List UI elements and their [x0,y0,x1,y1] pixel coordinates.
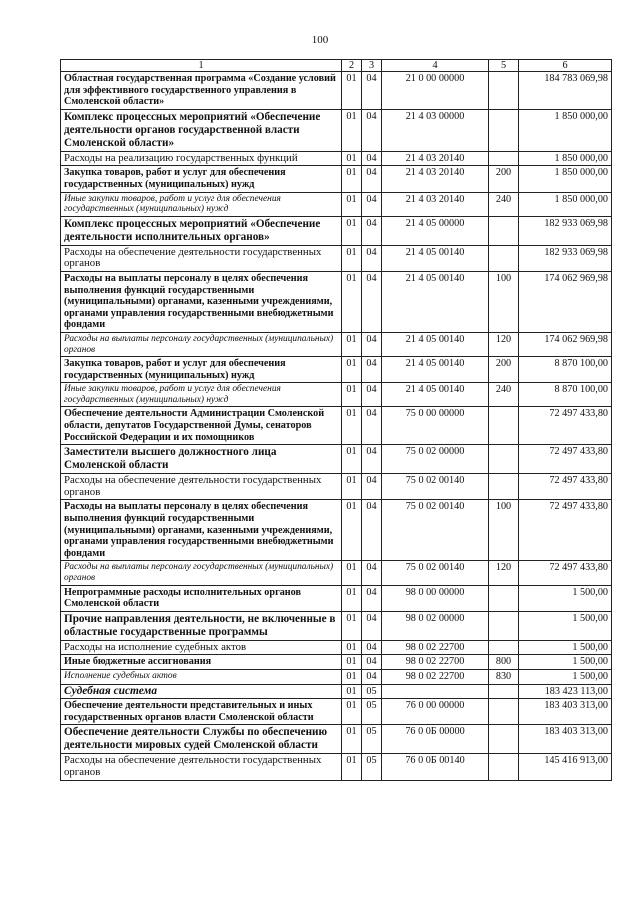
cell-expense-type [489,216,519,245]
cell-target-article: 75 0 02 00140 [382,561,489,585]
cell-section: 01 [342,611,362,640]
cell-name: Закупка товаров, работ и услуг для обеспечения государственных (муниципальных) нужд [61,357,342,383]
header-amount: 6 [519,60,612,72]
cell-name: Прочие направления деятельности, не включенные в областные государственные программы [61,611,342,640]
cell-amount: 1 850 000,00 [519,151,612,166]
cell-target-article: 98 0 02 22700 [382,640,489,655]
cell-target-article: 21 4 05 00140 [382,383,489,407]
cell-name: Исполнение судебных актов [61,669,342,684]
cell-section: 01 [342,561,362,585]
cell-target-article: 21 0 00 00000 [382,72,489,110]
cell-amount: 1 500,00 [519,585,612,611]
cell-name: Областная государственная программа «Создание условий для эффективного государственного управления в Смоленской области» [61,72,342,110]
table-row [61,585,612,611]
cell-amount: 8 870 100,00 [519,383,612,407]
cell-subsection: 04 [362,445,382,474]
cell-subsection: 04 [362,332,382,356]
cell-expense-type [489,611,519,640]
cell-subsection: 04 [362,611,382,640]
cell-name: Комплекс процессных мероприятий «Обеспечение деятельности исполнительных органов» [61,216,342,245]
cell-expense-type [489,245,519,271]
cell-section: 01 [342,699,362,725]
table-row [61,192,612,216]
cell-section: 01 [342,754,362,780]
cell-section: 01 [342,271,362,332]
cell-amount: 174 062 969,98 [519,332,612,356]
table-row [61,754,612,780]
cell-name: Обеспечение деятельности представительных и иных государственных органов власти Смоленской области [61,699,342,725]
cell-name: Расходы на обеспечение деятельности государственных органов [61,245,342,271]
table-row [61,640,612,655]
cell-target-article: 75 0 02 00000 [382,445,489,474]
table-row [61,684,612,699]
cell-expense-type [489,684,519,699]
cell-section: 01 [342,684,362,699]
cell-name: Закупка товаров, работ и услуг для обеспечения государственных (муниципальных) нужд [61,166,342,192]
cell-name: Расходы на исполнение судебных актов [61,640,342,655]
cell-subsection: 04 [362,585,382,611]
cell-name: Обеспечение деятельности Администрации Смоленской области, депутатов Государственной Думы, сенаторов Российской Федерации и их помощников [61,407,342,445]
cell-subsection: 04 [362,109,382,151]
cell-section: 01 [342,640,362,655]
cell-name: Непрограммные расходы исполнительных органов Смоленской области [61,585,342,611]
cell-name: Расходы на обеспечение деятельности государственных органов [61,474,342,500]
cell-amount: 183 403 313,00 [519,699,612,725]
cell-expense-type: 200 [489,357,519,383]
cell-expense-type [489,151,519,166]
cell-target-article: 75 0 00 00000 [382,407,489,445]
cell-section: 01 [342,445,362,474]
cell-expense-type [489,474,519,500]
cell-target-article: 21 4 05 00000 [382,216,489,245]
cell-target-article [382,684,489,699]
header-name: 1 [61,60,342,72]
cell-subsection: 04 [362,640,382,655]
cell-subsection: 05 [362,699,382,725]
cell-amount: 1 850 000,00 [519,109,612,151]
cell-target-article: 21 4 05 00140 [382,357,489,383]
table-row [61,407,612,445]
cell-name: Заместители высшего должностного лица Смоленской области [61,445,342,474]
table-row [61,669,612,684]
table-row [61,151,612,166]
cell-name: Расходы на выплаты персоналу государственных (муниципальных) органов [61,332,342,356]
cell-amount: 72 497 433,80 [519,500,612,561]
table-row [61,109,612,151]
table-row [61,500,612,561]
cell-amount: 72 497 433,80 [519,561,612,585]
cell-expense-type: 120 [489,332,519,356]
cell-name: Расходы на обеспечение деятельности государственных органов [61,754,342,780]
cell-target-article: 75 0 02 00140 [382,500,489,561]
cell-name: Иные закупки товаров, работ и услуг для обеспечения государственных (муниципальных) нужд [61,383,342,407]
cell-target-article: 98 0 02 00000 [382,611,489,640]
cell-subsection: 04 [362,72,382,110]
header-row [61,60,612,72]
cell-section: 01 [342,109,362,151]
cell-target-article: 21 4 03 00000 [382,109,489,151]
cell-target-article: 76 0 0Б 00140 [382,754,489,780]
cell-amount: 184 783 069,98 [519,72,612,110]
cell-section: 01 [342,655,362,670]
cell-target-article: 21 4 05 00140 [382,245,489,271]
cell-section: 01 [342,407,362,445]
cell-section: 01 [342,474,362,500]
table-row [61,271,612,332]
cell-expense-type: 800 [489,655,519,670]
cell-section: 01 [342,166,362,192]
cell-target-article: 21 4 03 20140 [382,192,489,216]
cell-amount: 72 497 433,80 [519,474,612,500]
cell-amount: 72 497 433,80 [519,445,612,474]
table-body [61,72,612,781]
table-row [61,216,612,245]
cell-section: 01 [342,192,362,216]
cell-target-article: 75 0 02 00140 [382,474,489,500]
cell-subsection: 04 [362,474,382,500]
cell-amount: 1 500,00 [519,640,612,655]
cell-name: Иные бюджетные ассигнования [61,655,342,670]
cell-subsection: 04 [362,500,382,561]
cell-target-article: 76 0 00 00000 [382,699,489,725]
cell-amount: 145 416 913,00 [519,754,612,780]
cell-amount: 1 500,00 [519,655,612,670]
table-row [61,357,612,383]
cell-target-article: 76 0 0Б 00000 [382,725,489,754]
cell-name: Расходы на реализацию государственных функций [61,151,342,166]
cell-section: 01 [342,216,362,245]
cell-amount: 183 403 313,00 [519,725,612,754]
cell-target-article: 21 4 05 00140 [382,271,489,332]
cell-target-article: 98 0 02 22700 [382,655,489,670]
table-row [61,655,612,670]
cell-target-article: 98 0 02 22700 [382,669,489,684]
header-subsection: 3 [362,60,382,72]
cell-expense-type: 240 [489,383,519,407]
header-section: 2 [342,60,362,72]
cell-expense-type [489,754,519,780]
cell-subsection: 04 [362,357,382,383]
cell-name: Расходы на выплаты персоналу государственных (муниципальных) органов [61,561,342,585]
table-row [61,245,612,271]
cell-subsection: 04 [362,271,382,332]
table-row [61,725,612,754]
cell-section: 01 [342,357,362,383]
table-row [61,72,612,110]
cell-subsection: 04 [362,166,382,192]
cell-expense-type: 100 [489,500,519,561]
cell-name: Расходы на выплаты персоналу в целях обеспечения выполнения функций государственными (муниципальными) органами, казенными учреждениями, органами управления государственными внебюджетными фондами [61,271,342,332]
cell-expense-type: 120 [489,561,519,585]
cell-subsection: 04 [362,192,382,216]
table-row [61,166,612,192]
cell-section: 01 [342,669,362,684]
cell-section: 01 [342,500,362,561]
cell-subsection: 04 [362,655,382,670]
cell-amount: 1 850 000,00 [519,166,612,192]
table-row [61,561,612,585]
cell-amount: 174 062 969,98 [519,271,612,332]
cell-section: 01 [342,383,362,407]
cell-section: 01 [342,151,362,166]
cell-subsection: 04 [362,561,382,585]
cell-amount: 1 500,00 [519,611,612,640]
cell-expense-type [489,445,519,474]
cell-subsection: 04 [362,245,382,271]
cell-subsection: 05 [362,684,382,699]
header-expense-type: 5 [489,60,519,72]
table-row [61,611,612,640]
cell-expense-type [489,699,519,725]
cell-subsection: 04 [362,407,382,445]
cell-amount: 8 870 100,00 [519,357,612,383]
cell-target-article: 21 4 05 00140 [382,332,489,356]
cell-name: Судебная система [61,684,342,699]
cell-subsection: 04 [362,216,382,245]
cell-subsection: 05 [362,725,382,754]
cell-target-article: 98 0 00 00000 [382,585,489,611]
cell-expense-type [489,72,519,110]
cell-amount: 182 933 069,98 [519,245,612,271]
cell-subsection: 04 [362,383,382,407]
cell-name: Иные закупки товаров, работ и услуг для обеспечения государственных (муниципальных) нужд [61,192,342,216]
cell-subsection: 05 [362,754,382,780]
table-row [61,332,612,356]
cell-expense-type [489,585,519,611]
cell-expense-type: 830 [489,669,519,684]
cell-expense-type: 100 [489,271,519,332]
cell-subsection: 04 [362,151,382,166]
cell-amount: 1 850 000,00 [519,192,612,216]
cell-expense-type [489,407,519,445]
cell-amount: 182 933 069,98 [519,216,612,245]
page-number: 100 [311,34,329,46]
cell-expense-type: 200 [489,166,519,192]
cell-expense-type [489,725,519,754]
cell-name: Обеспечение деятельности Службы по обеспечению деятельности мировых судей Смоленской области [61,725,342,754]
cell-subsection: 04 [362,669,382,684]
cell-target-article: 21 4 03 20140 [382,166,489,192]
table-row [61,474,612,500]
cell-section: 01 [342,332,362,356]
cell-target-article: 21 4 03 20140 [382,151,489,166]
table-row [61,699,612,725]
cell-name: Комплекс процессных мероприятий «Обеспечение деятельности органов государственной власти Смоленской области» [61,109,342,151]
cell-section: 01 [342,725,362,754]
cell-amount: 183 423 113,00 [519,684,612,699]
cell-expense-type [489,640,519,655]
budget-table [60,59,612,781]
cell-section: 01 [342,72,362,110]
cell-section: 01 [342,245,362,271]
cell-amount: 72 497 433,80 [519,407,612,445]
table-row [61,383,612,407]
cell-expense-type [489,109,519,151]
cell-section: 01 [342,585,362,611]
cell-amount: 1 500,00 [519,669,612,684]
header-target-article: 4 [382,60,489,72]
cell-name: Расходы на выплаты персоналу в целях обеспечения выполнения функций государственными (муниципальными) органами, казенными учреждениями, органами управления государственными внебюджетными фондами [61,500,342,561]
table-row [61,445,612,474]
cell-expense-type: 240 [489,192,519,216]
